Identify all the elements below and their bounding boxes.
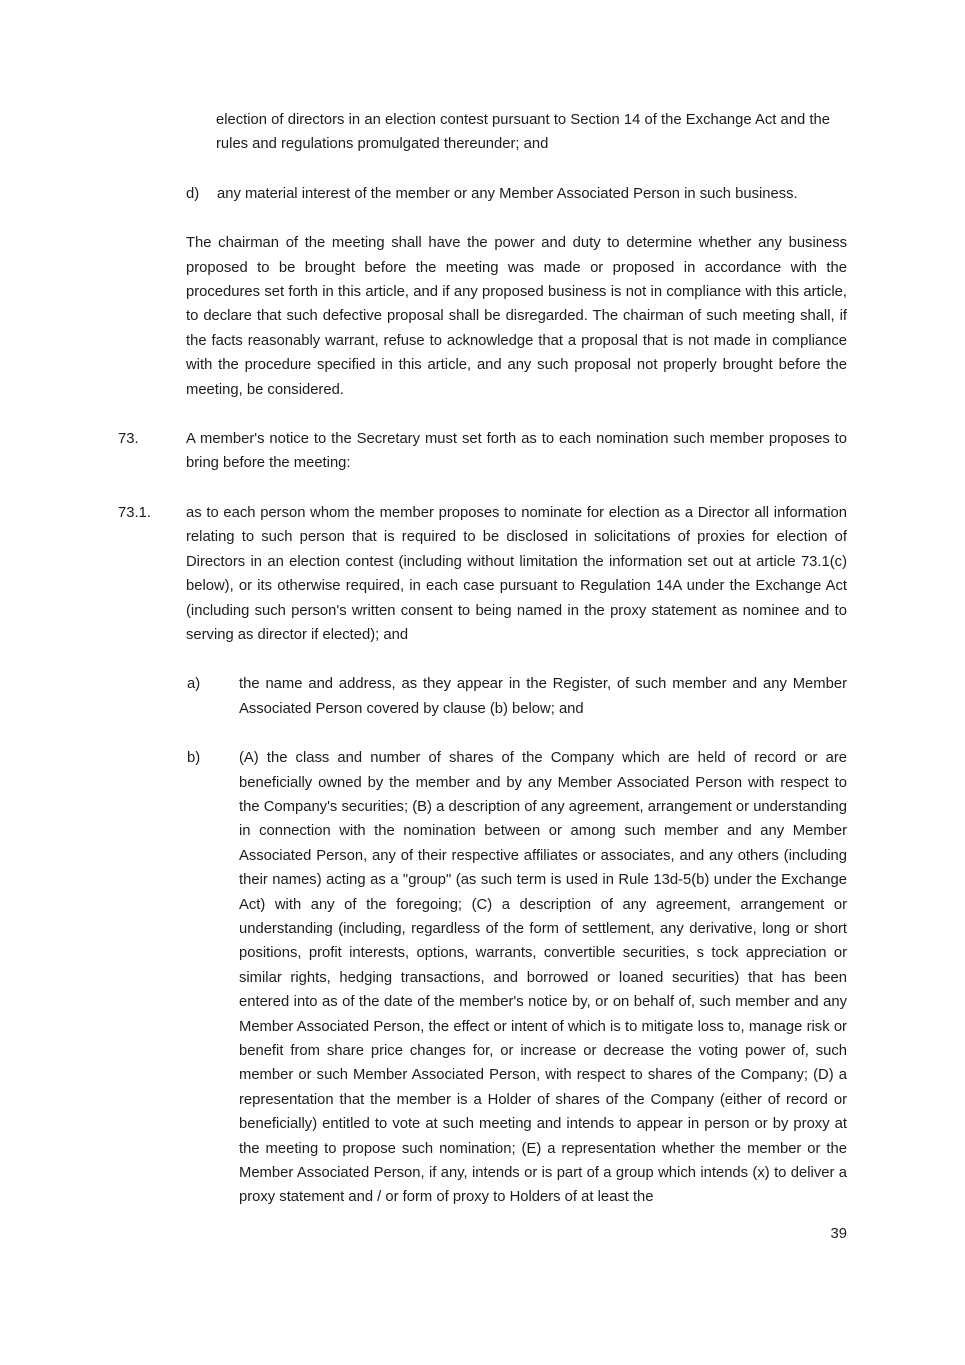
- list-item-a: [187, 672, 847, 721]
- paragraph-text: election of directors in an election contest pursuant to Section 14 of the Exchange Act and the rules and regulations promulgated thereunder; and: [216, 112, 830, 153]
- document-content: [118, 108, 847, 1235]
- paragraph-text: the name and address, as they appear in the Register, of such member and any Member Associated Person covered by clause (b) below; and: [239, 676, 847, 717]
- clause-number: 73.1.: [118, 504, 151, 521]
- paragraph-continuation: [118, 108, 847, 157]
- clause-73: [118, 427, 847, 476]
- clause-73-1: [118, 501, 847, 647]
- paragraph-text: The chairman of the meeting shall have the power and duty to determine whether any business proposed to be brought before the meeting was made or proposed in accordance with the procedures set forth in this article, and if any proposed business is not in compliance with this article, to declare that such defective proposal shall be disregarded. The chairman of such meeting shall, if the facts reasonably warrant, refuse to acknowledge that a proposal that is not made in compliance with the procedure specified in this article, and any such proposal not properly brought before the meeting, be considered.: [186, 235, 847, 398]
- list-marker: b): [187, 750, 201, 767]
- paragraph-chairman-powers: [186, 231, 847, 402]
- list-item-b: [187, 746, 847, 1210]
- list-marker: a): [187, 676, 201, 693]
- page-number: 39: [830, 1226, 847, 1242]
- list-marker: d): [186, 185, 200, 202]
- paragraph-text: any material interest of the member or any Member Associated Person in such business.: [217, 185, 798, 202]
- paragraph-text: A member's notice to the Secretary must set forth as to each nomination such member proposes to bring before the meeting:: [186, 431, 847, 472]
- list-item-d: [186, 182, 847, 206]
- paragraph-text: (A) the class and number of shares of the Company which are held of record or are beneficially owned by the member and by any Member Associated Person with respect to the Company's securities; (B) a description of any agreement, arrangement or understanding in connection with the nomination between or among such member and any Member Associated Person, any of their respective affiliates or associates, and any others (including their names) acting as a "group" (as such term is used in Rule 13d-5(b) under the Exchange Act) with any of the foregoing; (C) a description of any agreement, arrangement or understanding (including, regardless of the form of settlement, any derivative, long or short positions, profit interests, options, warrants, convertible securities, s tock appreciation or similar rights, hedging transactions, and borrowed or loaned securities) that has been entered into as of the date of the member's notice by, or on behalf of, such member and any Member Associated Person, the effect or intent of which is to mitigate loss to, manage risk or benefit from share price changes for, or increase or decrease the voting power of, such member or such Member Associated Person, with respect to shares of the Company; (D) a representation that the member is a Holder of shares of the Company (either of record or beneficially) entitled to vote at such meeting and intends to appear in person or by proxy at the meeting to propose such nomination; (E) a representation whether the member or the Member Associated Person, if any, intends or is part of a group which intends (x) to deliver a proxy statement and / or form of proxy to Holders of at least the: [239, 750, 847, 1206]
- paragraph-text: as to each person whom the member proposes to nominate for election as a Director all information relating to such person that is required to be disclosed in solicitations of proxies for election of Directors in an election contest (including without limitation the information set out at article 73.1(c) below), or its otherwise required, in each case pursuant to Regulation 14A under the Exchange Act (including such person's written consent to being named in the proxy statement as nominee and to serving as director if elected); and: [186, 504, 847, 643]
- clause-number: 73.: [118, 431, 139, 448]
